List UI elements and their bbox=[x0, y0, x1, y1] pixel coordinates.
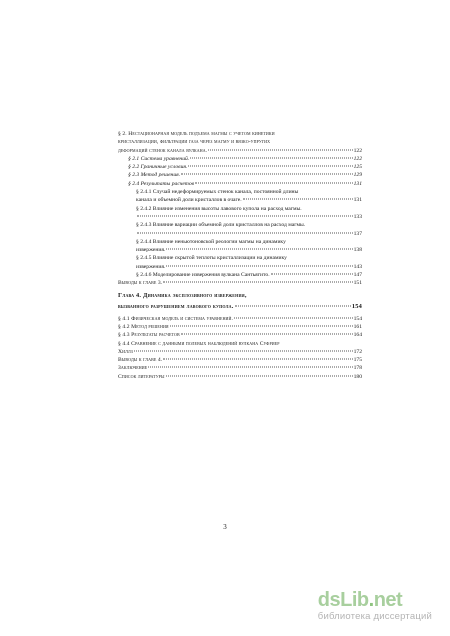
toc-page-number: 133 bbox=[353, 213, 362, 220]
watermark-logo: dsLib.net bbox=[317, 589, 403, 611]
toc-entry-2-2[interactable] bbox=[118, 163, 362, 171]
toc-entry-conclusions-4[interactable] bbox=[118, 356, 362, 364]
toc-page-number: 180 bbox=[353, 373, 362, 380]
dot-leader bbox=[235, 305, 351, 306]
dot-leader bbox=[195, 182, 353, 183]
dot-leader bbox=[208, 149, 352, 150]
toc-entry-text: Выводы к главе 4. bbox=[118, 357, 163, 364]
toc-entry-conclusion[interactable] bbox=[118, 364, 362, 372]
toc-page-number: 138 bbox=[353, 247, 362, 254]
toc-page-number: 125 bbox=[353, 164, 362, 171]
toc-entry-text: Заключение bbox=[118, 365, 148, 372]
toc-page-number: 178 bbox=[353, 365, 362, 372]
toc-entry-2-4-6[interactable] bbox=[118, 271, 362, 279]
toc-entry-text: § 2.4.1 Случай недеформируемых стенок канала, постоянной длины bbox=[136, 189, 299, 196]
toc-entry-text: деформаций стенок канала вулкана. bbox=[118, 147, 208, 154]
toc-entry-text: § 2.4.6 Моделирование извержения вулкана Сантьягито. bbox=[136, 272, 270, 279]
dot-leader bbox=[163, 282, 352, 283]
toc-page-number: 137 bbox=[353, 230, 362, 237]
toc-page-number: 154 bbox=[351, 302, 362, 310]
toc-page-number: 154 bbox=[353, 315, 362, 322]
toc-entry-4-3[interactable] bbox=[118, 331, 362, 339]
toc-page-number: 122 bbox=[353, 155, 362, 162]
toc-page-number: 147 bbox=[353, 272, 362, 279]
toc-entry-text: § 4.2 Метод решения bbox=[118, 323, 169, 330]
toc-entry-2-4-2[interactable] bbox=[118, 205, 362, 222]
toc-entry-2-4-5[interactable] bbox=[118, 254, 362, 271]
dot-leader bbox=[166, 265, 352, 266]
toc-entry-2-4-4[interactable] bbox=[118, 238, 362, 255]
toc-entry-text: Список литературы bbox=[118, 373, 165, 380]
toc-entry-text: § 2. Нестационарная модель подъема магмы с учетом кинетики bbox=[118, 131, 275, 137]
dot-leader bbox=[243, 199, 353, 200]
dot-leader bbox=[170, 325, 353, 326]
toc-entry-4-2[interactable] bbox=[118, 323, 362, 331]
page-number: 3 bbox=[223, 523, 227, 531]
toc-entry-text: кристаллизации, фильтрации газа через магму и вязко-упругих bbox=[118, 139, 271, 146]
dot-leader bbox=[271, 274, 353, 275]
toc-page-number: 172 bbox=[353, 348, 362, 355]
dot-leader bbox=[134, 350, 353, 351]
toc-entry-text: § 2.4.4 Влияние неньютоновской реологии магмы на динамику bbox=[136, 238, 286, 245]
dot-leader bbox=[190, 157, 352, 158]
toc-entry-text: § 4.3 Результаты расчетов bbox=[118, 332, 180, 339]
toc-entry-text: Выводы к главе 3. bbox=[118, 280, 163, 287]
dot-leader bbox=[181, 334, 353, 335]
toc-entry-text: извержения. bbox=[136, 263, 166, 270]
toc-page-number: 164 bbox=[353, 332, 362, 339]
dot-leader bbox=[137, 232, 353, 233]
toc-entry-text: § 2.1 Система уравнений. bbox=[128, 155, 190, 162]
toc-page-number: 122 bbox=[353, 147, 362, 154]
toc-entry-text: § 2.4.5 Влияние скрытой теплоты кристаллизации на динамику bbox=[136, 255, 287, 262]
toc-entry-conclusions-3[interactable] bbox=[118, 279, 362, 287]
toc-entry-text: § 4.1 Физическая модель и система уравнений. bbox=[118, 315, 234, 322]
toc-entry-text: вызванного разрушением лавового купола. bbox=[118, 302, 234, 310]
toc-entry-text: § 2.4.2 Влияние изменения высоты лавового купола на расход магмы. bbox=[136, 205, 302, 212]
watermark bbox=[318, 590, 432, 622]
dot-leader bbox=[188, 166, 352, 167]
toc-entry-text: извержения. bbox=[136, 247, 166, 254]
toc-entry-text: § 2.2 Граничные условия. bbox=[128, 164, 188, 171]
toc-entry-2-4-1[interactable] bbox=[118, 188, 362, 205]
toc-entry-4-4[interactable] bbox=[118, 340, 362, 357]
watermark-subtitle: библиотека диссертаций bbox=[317, 611, 432, 622]
toc-entry-text: Хиллз bbox=[118, 348, 133, 355]
toc-page-number: 131 bbox=[353, 197, 362, 204]
toc-page-number: 129 bbox=[353, 172, 362, 179]
toc-entry-text: Глава 4. Динамика эксплозивного извержения, bbox=[118, 291, 247, 299]
toc-page-number: 131 bbox=[353, 180, 362, 187]
toc-entry-4-1[interactable] bbox=[118, 315, 362, 323]
dot-leader bbox=[148, 367, 352, 368]
toc-entry-2-4[interactable] bbox=[118, 180, 362, 188]
dot-leader bbox=[137, 215, 353, 216]
toc-entry-text: § 2.4.3 Влияние вариации объемной доли кристаллов на расход магмы. bbox=[136, 222, 306, 229]
toc-entry-2-3[interactable] bbox=[118, 171, 362, 179]
toc-entry-text: § 4.4 Сравнение с данными полевых наблюдений вулкана Суфриер bbox=[118, 340, 280, 347]
toc-entry-chapter-4[interactable] bbox=[118, 290, 362, 312]
toc-entry-references[interactable] bbox=[118, 373, 362, 381]
toc-entry-text: § 2.3 Метод решения. bbox=[128, 172, 181, 179]
toc-page-number: 161 bbox=[353, 323, 362, 330]
toc-entry-text: § 2.4 Результаты расчетов bbox=[128, 180, 195, 187]
toc-entry-2-1[interactable] bbox=[118, 155, 362, 163]
table-of-contents bbox=[118, 130, 362, 381]
dot-leader bbox=[166, 375, 353, 376]
dot-leader bbox=[234, 317, 353, 318]
toc-page-number: 143 bbox=[353, 263, 362, 270]
toc-page-number: 151 bbox=[353, 280, 362, 287]
toc-entry-section-2[interactable] bbox=[118, 130, 362, 155]
dot-leader bbox=[166, 249, 352, 250]
dot-leader bbox=[163, 359, 352, 360]
toc-entry-text: канала и объемной доли кристаллов в очаге. bbox=[136, 197, 242, 204]
dot-leader bbox=[181, 174, 352, 175]
toc-page-number: 175 bbox=[353, 357, 362, 364]
toc-entry-2-4-3[interactable] bbox=[118, 221, 362, 238]
